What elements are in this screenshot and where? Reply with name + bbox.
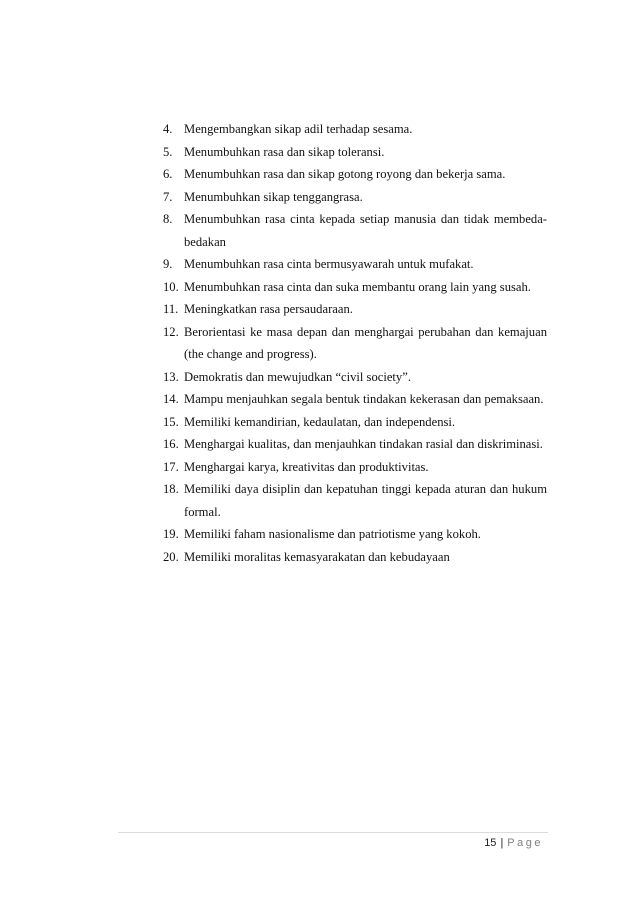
list-item [163, 523, 547, 546]
item-number: 15. [163, 414, 179, 429]
list-item [163, 321, 547, 366]
list-item [163, 546, 547, 569]
document-list [163, 118, 547, 568]
item-text: Memiliki moralitas kemasyarakatan dan kebudayaan [184, 549, 450, 564]
page-footer [484, 837, 543, 849]
item-text: Menumbuhkan rasa cinta bermusyawarah untuk mufakat. [184, 257, 474, 271]
item-number: 6. [163, 167, 173, 181]
item-text: Memiliki daya disiplin dan kepatuhan tinggi kepada aturan dan hukum formal. [184, 482, 547, 519]
item-text: Memiliki faham nasionalisme dan patriotisme yang kokoh. [184, 527, 481, 541]
item-text: Mampu menjauhkan segala bentuk tindakan kekerasan dan pemaksaan. [184, 392, 544, 406]
list-item [163, 186, 547, 209]
item-number: 18. [163, 482, 179, 496]
list-item [163, 366, 547, 389]
item-number: 13. [163, 369, 179, 384]
item-number: 11. [163, 302, 179, 316]
item-text: Berorientasi ke masa depan dan menghargai perubahan dan kemajuan (the change and progress). [184, 324, 547, 361]
list-item [163, 163, 547, 186]
page-number: 15 [484, 837, 497, 849]
item-text: Menghargai kualitas, dan menjauhkan tindakan rasial dan diskriminasi. [184, 437, 543, 451]
list-item [163, 433, 547, 456]
item-number: 17. [163, 459, 179, 474]
list-item [163, 141, 547, 164]
item-number: 16. [163, 437, 179, 451]
footer-divider [118, 832, 548, 833]
list-item [163, 253, 547, 276]
item-number: 20. [163, 549, 179, 564]
list-item [163, 411, 547, 434]
item-text: Menghargai karya, kreativitas dan produktivitas. [184, 459, 429, 474]
footer-separator: | [500, 837, 504, 849]
item-number: 4. [163, 122, 173, 136]
list-item [163, 388, 547, 411]
item-number: 8. [163, 212, 173, 226]
item-text: Menumbuhkan rasa cinta kepada setiap manusia dan tidak membeda-bedakan [184, 212, 547, 249]
list-item [163, 276, 547, 299]
item-text: Menumbuhkan rasa dan sikap toleransi. [184, 144, 385, 159]
list-item [163, 456, 547, 479]
list-item [163, 298, 547, 321]
list-item [163, 208, 547, 253]
item-number: 7. [163, 189, 173, 204]
page-label: Page [507, 837, 543, 849]
item-text: Menumbuhkan rasa cinta dan suka membantu orang lain yang susah. [184, 279, 531, 294]
item-number: 19. [163, 527, 179, 541]
item-text: Mengembangkan sikap adil terhadap sesama. [184, 122, 413, 136]
item-number: 12. [163, 324, 179, 339]
item-text: Menumbuhkan sikap tenggangrasa. [184, 189, 363, 204]
item-number: 9. [163, 257, 173, 271]
item-number: 5. [163, 144, 173, 159]
list-item [163, 118, 547, 141]
list-item [163, 478, 547, 523]
item-text: Memiliki kemandirian, kedaulatan, dan independensi. [184, 414, 456, 429]
item-text: Menumbuhkan rasa dan sikap gotong royong dan bekerja sama. [184, 167, 506, 181]
item-number: 14. [163, 392, 179, 406]
item-text: Demokratis dan mewujudkan “civil society”. [184, 369, 411, 384]
item-number: 10. [163, 279, 179, 294]
item-text: Meningkatkan rasa persaudaraan. [184, 302, 353, 316]
